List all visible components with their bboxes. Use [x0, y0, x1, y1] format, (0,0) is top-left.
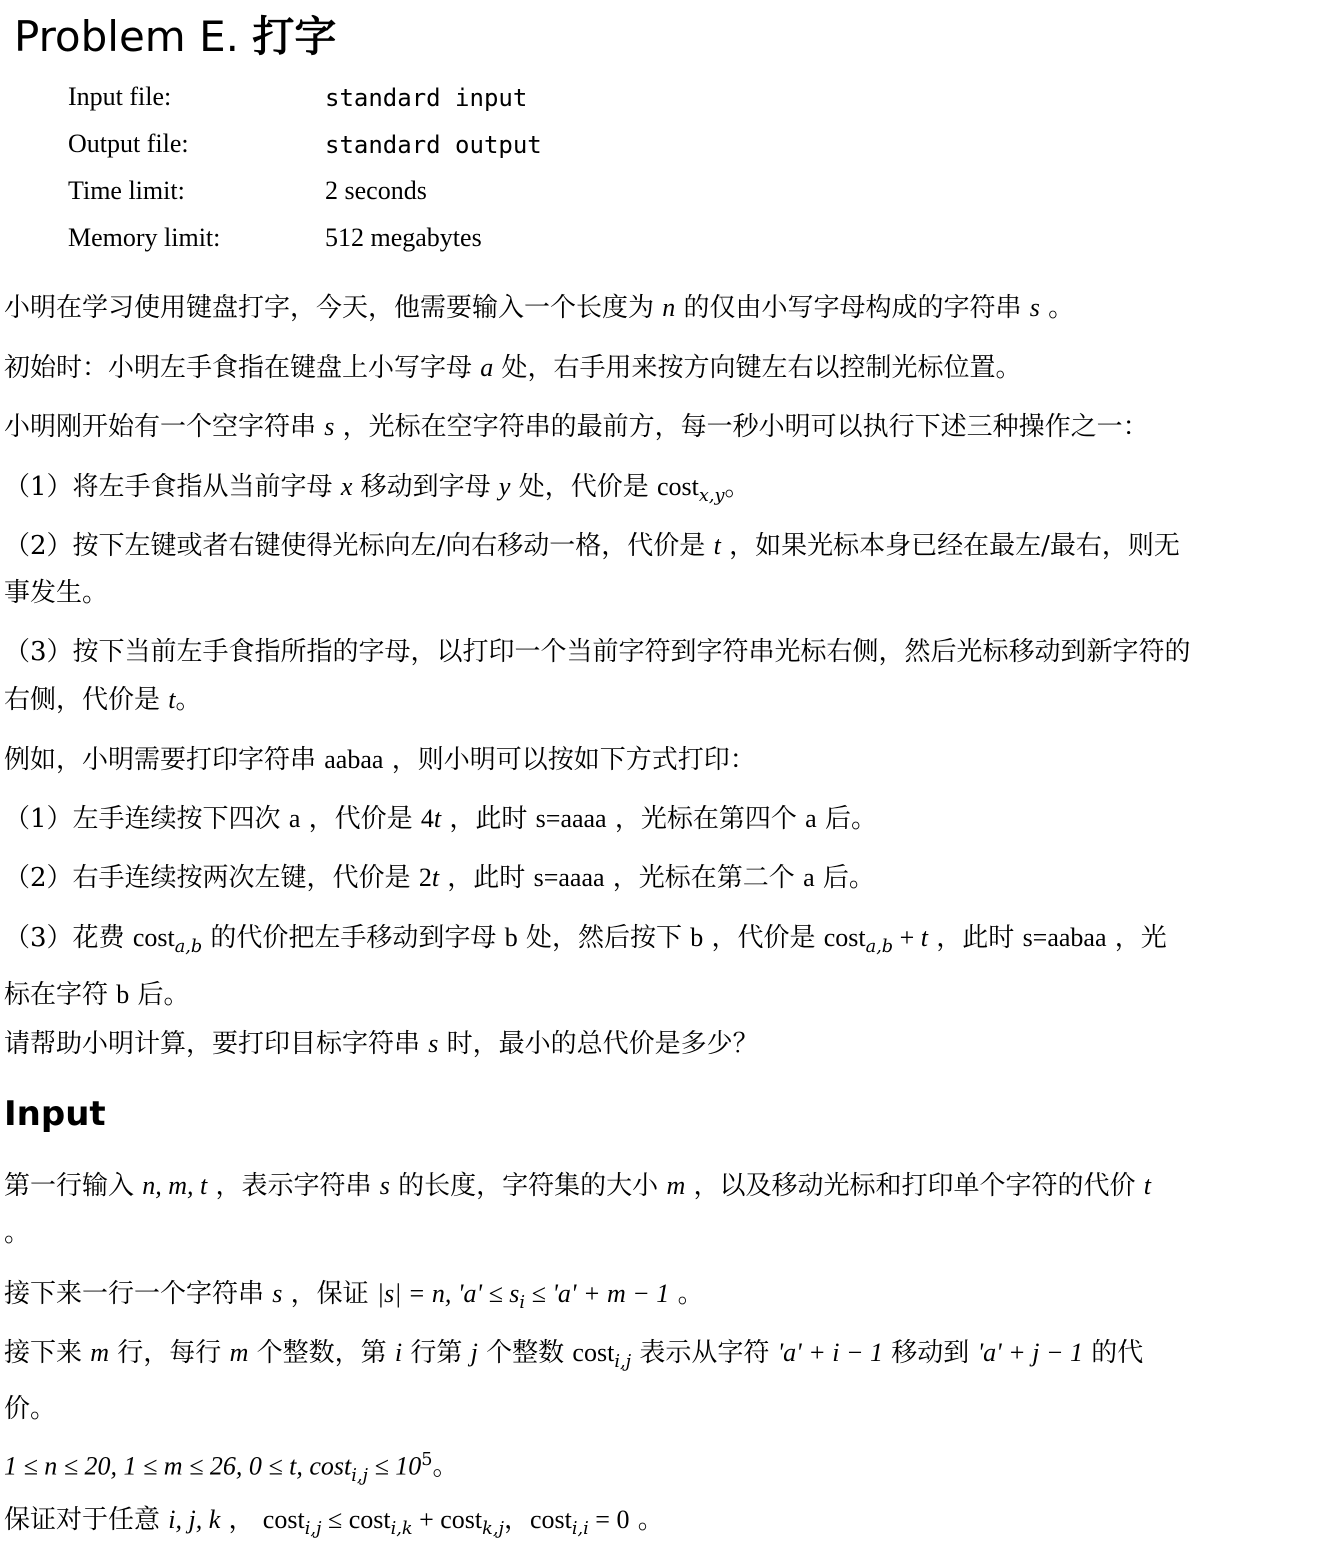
- text: 个整数: [477, 1338, 573, 1368]
- math-var: m: [666, 1171, 686, 1200]
- text: 的仅由小写字母构成的字符串: [675, 293, 1030, 323]
- math-var: t: [431, 863, 440, 892]
- math-cost: cost: [529, 1505, 572, 1534]
- text: 初始时：小明左手食指在键盘上小写字母: [4, 353, 481, 383]
- text: 小明在学习使用键盘打字，今天，他需要输入一个长度为: [4, 293, 663, 323]
- text: 后。: [129, 980, 190, 1011]
- operation-1: [4, 463, 1324, 520]
- text: （3）按下当前左手食指所指的字母，以打印一个当前字符到字符串光标右侧，然后光标移动到新字符的: [4, 637, 1191, 667]
- math-cost: cost: [823, 923, 866, 952]
- text: （3）花费: [4, 923, 133, 953]
- math-var: s: [324, 412, 335, 441]
- text: 接下来: [4, 1338, 91, 1368]
- text: ，光标在第二个: [604, 863, 804, 893]
- limit-label: Output file:: [68, 129, 189, 158]
- example-string: aabaa: [324, 745, 384, 774]
- math-subscript: i: [519, 1293, 526, 1314]
- text: 。: [175, 685, 202, 715]
- text: a: [803, 863, 815, 892]
- text: 个整数，第: [248, 1338, 395, 1368]
- text: （1）将左手食指从当前字母: [4, 472, 341, 502]
- text: ，光标在空字符串的最前方，每一秒小明可以执行下述三种操作之一：: [334, 412, 1149, 442]
- text: ≤: [321, 1505, 349, 1534]
- text: 处，然后按下: [517, 923, 691, 953]
- math-expr: ≤ 10: [367, 1451, 422, 1481]
- math-subscript: i,j: [614, 1352, 632, 1373]
- math-subscript: i,i: [571, 1519, 589, 1540]
- limit-value: 512 megabytes: [325, 223, 482, 252]
- text: 事发生。: [4, 578, 109, 608]
- math-var: x: [340, 472, 353, 501]
- input-line-1: [4, 1162, 1324, 1257]
- text: 处，代价是: [510, 472, 657, 502]
- math-subscript: i,k: [390, 1519, 413, 1540]
- text: 。: [724, 472, 751, 502]
- math-subscript: a,b: [865, 937, 894, 958]
- math-var: n, m, t: [142, 1171, 208, 1200]
- limit-label: Memory limit:: [68, 223, 221, 252]
- limit-value: standard input: [325, 84, 528, 112]
- text: 移动到: [883, 1338, 978, 1368]
- math-var: s: [1029, 293, 1040, 322]
- text: 第一行输入: [4, 1171, 143, 1201]
- text: ，代价是: [300, 804, 421, 834]
- math-var: t: [920, 923, 929, 952]
- math-var: t: [713, 531, 721, 560]
- math-subscript: x,y: [698, 486, 725, 507]
- text: 右侧，代价是: [4, 685, 169, 715]
- text: 保证对于任意: [4, 1505, 169, 1535]
- text: 接下来一行一个字符串: [4, 1279, 273, 1309]
- text: 2: [418, 863, 432, 892]
- title-chinese: 打字: [252, 12, 337, 61]
- math-var: y: [498, 472, 511, 501]
- operation-2: [4, 522, 1324, 617]
- math-cost: cost: [262, 1505, 305, 1534]
- text: 标在字符: [4, 980, 117, 1011]
- text: a: [288, 804, 301, 833]
- math-subscript: a,b: [174, 937, 203, 958]
- text: 。: [1039, 293, 1075, 323]
- text: +: [893, 923, 921, 952]
- text: 例如，小明需要打印字符串: [4, 745, 325, 775]
- text: 。: [432, 1451, 459, 1482]
- text: ，则小明可以按如下方式打印：: [383, 745, 756, 775]
- limit-label: Time limit:: [68, 176, 185, 205]
- text: （1）左手连续按下四次: [4, 804, 289, 834]
- input-guarantee: [4, 1496, 1324, 1553]
- text: ，光标在第四个: [606, 804, 806, 834]
- math-var: j: [470, 1338, 478, 1367]
- math-superscript: 5: [421, 1450, 433, 1470]
- text-line: [4, 676, 1324, 724]
- math-expr: 'a' + j − 1: [977, 1338, 1083, 1367]
- text: ，此时: [441, 804, 536, 834]
- math-var: s: [379, 1171, 390, 1200]
- text: ，代价是: [703, 923, 824, 953]
- text: 请帮助小明计算，要打印目标字符串: [4, 1029, 429, 1059]
- math-var: t: [433, 804, 442, 833]
- input-line-3: [4, 1329, 1324, 1433]
- text: 后。: [816, 804, 877, 834]
- math-var: m: [229, 1338, 249, 1367]
- input-constraints: [4, 1437, 1324, 1500]
- math-expr: ≤ 'a' + m − 1: [525, 1279, 670, 1308]
- text: ，表示字符串: [207, 1171, 380, 1201]
- math-var: t: [1143, 1171, 1151, 1200]
- math-cost: cost: [348, 1505, 391, 1534]
- text: 。: [4, 1218, 31, 1248]
- text: 处，右手用来按方向键左右以控制光标位置。: [493, 353, 1022, 383]
- text: 行，每行: [109, 1338, 230, 1368]
- text: 后。: [814, 863, 875, 893]
- math-cost: cost: [572, 1338, 615, 1367]
- math-var: a: [480, 353, 494, 382]
- math-var: s: [428, 1029, 439, 1058]
- text: 的代: [1083, 1338, 1144, 1368]
- text: s=aabaa: [1022, 923, 1107, 952]
- statement-question: [4, 1020, 1324, 1068]
- text: 。: [629, 1505, 664, 1535]
- math-expr: 'a' + i − 1: [777, 1338, 884, 1367]
- math-var: i: [394, 1338, 403, 1367]
- text: ，: [220, 1505, 263, 1535]
- math-subscript: i,j: [304, 1519, 322, 1540]
- input-line-2: [4, 1270, 1324, 1327]
- math-subscript: i,j: [351, 1465, 368, 1486]
- text: s=aaaa: [533, 863, 605, 892]
- text: s=aaaa: [535, 804, 607, 833]
- text: 4: [420, 804, 434, 833]
- text: ，如果光标本身已经在最左/最右，则无: [720, 531, 1180, 561]
- text: 的长度，字符集的大小: [389, 1171, 667, 1201]
- page-title: [14, 4, 336, 64]
- text: 移动到字母: [352, 472, 499, 502]
- math-expr: |s| = n, 'a' ≤ s: [376, 1279, 520, 1308]
- text: 价。: [4, 1394, 57, 1425]
- text: = 0: [588, 1505, 630, 1534]
- text: b: [690, 923, 704, 952]
- text: （2）按下左键或者右键使得光标向左/向右移动一格，代价是: [4, 531, 714, 561]
- example-step-3: [4, 914, 1324, 1019]
- text-line: [4, 971, 1324, 1019]
- text: （2）右手连续按两次左键，代价是: [4, 863, 419, 893]
- example-intro: [4, 736, 1324, 784]
- text: b: [116, 980, 130, 1010]
- text: 时，最小的总代价是多少？: [438, 1029, 759, 1059]
- text: 的代价把左手移动到字母: [202, 923, 505, 953]
- math-var: s: [272, 1279, 283, 1308]
- example-step-1: [4, 795, 1324, 843]
- statement-paragraph-2: [4, 344, 1324, 392]
- math-var: n: [662, 293, 676, 322]
- math-cost: cost: [656, 472, 699, 501]
- text: ，此时: [439, 863, 534, 893]
- section-heading-input: Input: [4, 1094, 106, 1134]
- math-var: i, j, k: [168, 1505, 221, 1534]
- text: b: [504, 923, 518, 952]
- text: ，光: [1106, 923, 1167, 953]
- text: a: [805, 804, 817, 833]
- limit-value: 2 seconds: [325, 176, 427, 205]
- text: 小明刚开始有一个空字符串: [4, 412, 325, 442]
- limit-value: standard output: [325, 131, 542, 159]
- limit-label: Input file:: [68, 82, 172, 111]
- statement-paragraph-1: [4, 284, 1324, 332]
- math-cost: cost: [440, 1505, 483, 1534]
- text: +: [412, 1505, 441, 1534]
- math-expr: 1 ≤ n ≤ 20, 1 ≤ m ≤ 26, 0 ≤ t, cost: [4, 1451, 352, 1481]
- text: 行第: [402, 1338, 471, 1368]
- math-cost: cost: [132, 923, 175, 952]
- example-step-2: [4, 854, 1324, 902]
- text: ，以及移动光标和打印单个字符的代价: [685, 1171, 1144, 1201]
- text: ，此时: [928, 923, 1023, 953]
- math-subscript: k,j: [482, 1519, 504, 1540]
- text: ，保证: [282, 1279, 377, 1309]
- math-var: t: [168, 685, 176, 714]
- text: 。: [669, 1279, 704, 1309]
- math-var: m: [90, 1338, 110, 1367]
- text: ，: [503, 1505, 530, 1535]
- text: 表示从字符: [631, 1338, 778, 1368]
- title-prefix: Problem E.: [14, 12, 239, 61]
- operation-3: [4, 629, 1324, 724]
- statement-paragraph-3: [4, 403, 1324, 451]
